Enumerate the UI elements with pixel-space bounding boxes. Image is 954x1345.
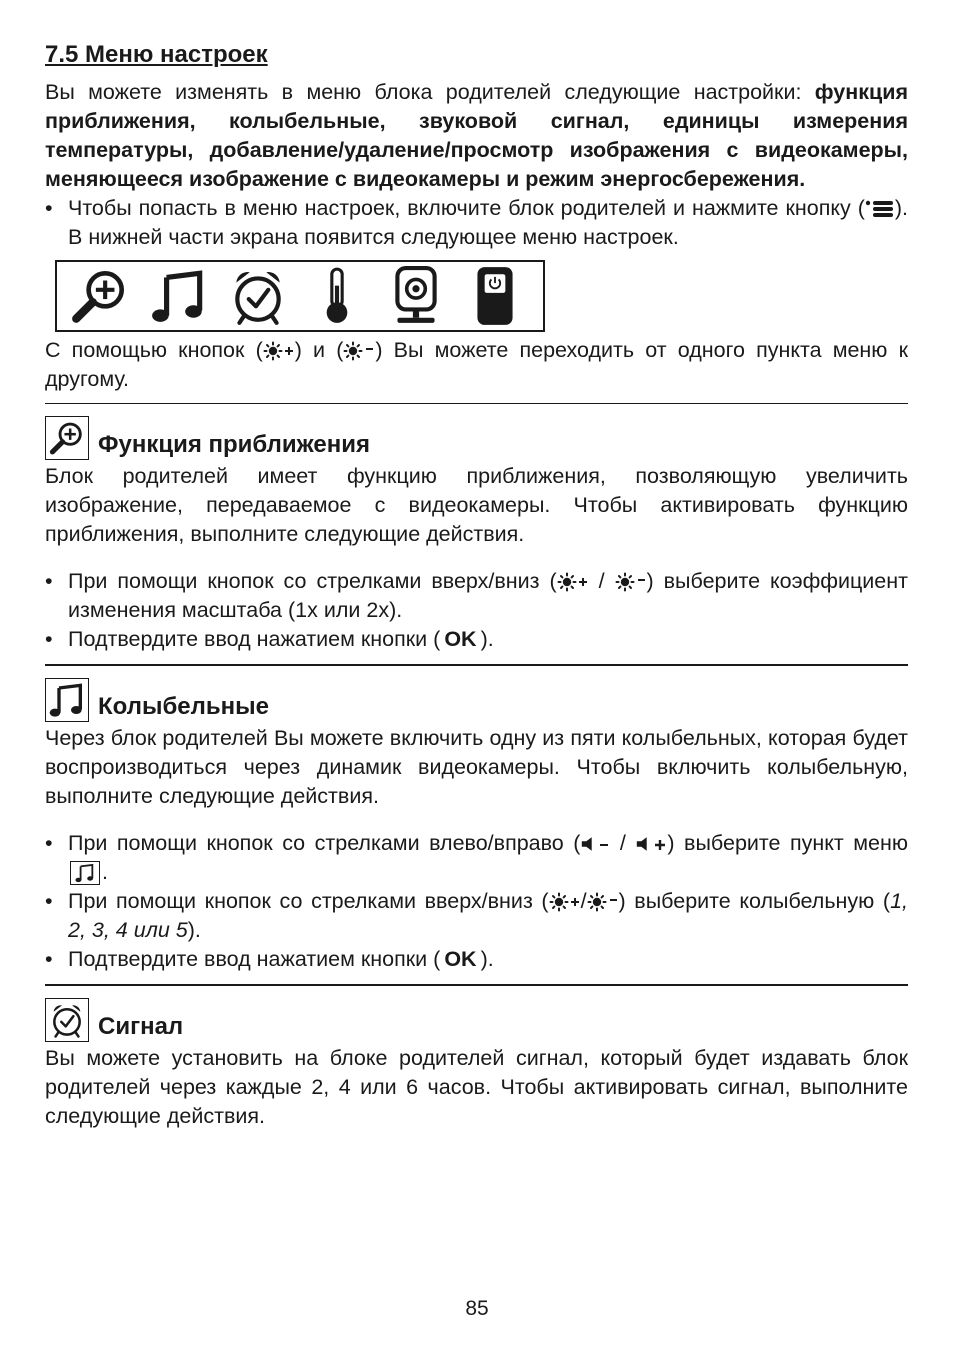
nav-text-a: С помощью кнопок (	[45, 338, 263, 362]
lullaby-section-title: Колыбельные	[98, 693, 269, 720]
intro-bold-list: функция приближения, колыбельные, звуковой сигнал, единицы измерения температуры, добавление/удаление/просмотр изображения с видеокамеры, меняющееся изображение с видеокамеры и режим энергосбережения.	[45, 80, 908, 191]
zoom-bullet-confirm	[45, 625, 908, 654]
zoom-b1-sep: /	[598, 569, 605, 593]
alarm-body: Вы можете установить на блоке родителей сигнал, который будет издавать блок родителей через каждые 2, 4 или 6 часов. Чтобы активировать сигнал, выполните следующие действия.	[45, 1046, 908, 1128]
lullaby-b3-text-b: ).	[480, 947, 494, 971]
intro-paragraph	[45, 78, 908, 194]
menu-button-icon	[865, 199, 895, 219]
zoom-section-title: Функция приближения	[98, 431, 370, 458]
zoom-b1-text-a: При помощи кнопок со стрелками вверх/вниз (	[68, 569, 557, 593]
lullaby-bullet-select	[45, 887, 908, 945]
lullaby-section-icon	[45, 678, 89, 722]
lullaby-b1-text-c: .	[102, 860, 108, 884]
alarm-section-header	[45, 994, 908, 1042]
brightness-plus-icon	[549, 892, 581, 912]
music-note-icon	[70, 861, 100, 885]
zoom-section-header	[45, 412, 908, 460]
alarm-clock-icon	[227, 265, 289, 327]
menu-bullet-text-before: Чтобы попасть в меню настроек, включите блок родителей и нажмите кнопку (	[68, 196, 865, 220]
lullaby-b1-text-a: При помощи кнопок со стрелками влево/вправо (	[68, 831, 581, 855]
divider	[45, 984, 908, 986]
volume-down-icon	[580, 834, 610, 854]
zoom-bullet-select	[45, 567, 908, 625]
lullaby-b2-sep: /	[580, 889, 587, 913]
power-mode-icon	[464, 265, 526, 327]
page-number: 85	[465, 1297, 489, 1320]
divider	[45, 403, 908, 404]
lullaby-section-header	[45, 674, 908, 722]
volume-up-icon	[635, 834, 667, 854]
lullaby-b1-sep: /	[619, 831, 626, 855]
divider	[45, 664, 908, 666]
lullaby-bullet-menu	[45, 829, 908, 887]
zoom-body: Блок родителей имеет функцию приближения, позволяющую увеличить изображение, передаваемое с видеокамеры. Чтобы активировать функцию приближения, выполните следующие действия.	[45, 464, 908, 546]
music-note-icon	[148, 265, 210, 327]
brightness-minus-icon	[587, 892, 619, 912]
nav-text-b: ) и (	[294, 338, 344, 362]
zoom-b1-text-b: ) выберите коэффициент изменения масштаба (1x или 2x).	[68, 569, 908, 622]
intro-text: Вы можете изменять в меню блока родителей следующие настройки:	[45, 80, 815, 104]
document-page	[45, 38, 908, 1131]
section-heading: 7.5 Меню настроек	[45, 41, 268, 68]
lullaby-b2-text-c: ).	[187, 918, 201, 942]
navigation-paragraph	[45, 336, 908, 394]
lullaby-b3-text-a: Подтвердите ввод нажатием кнопки (	[68, 947, 441, 971]
menu-bullet-text-after: ). В нижней части экрана появится следующее меню настроек.	[68, 196, 908, 249]
lullaby-body: Через блок родителей Вы можете включить одну из пяти колыбельных, которая будет воспроизводиться через динамик видеокамеры. Чтобы включить колыбельную, выполните следующие действия.	[45, 726, 908, 808]
camera-icon	[385, 265, 447, 327]
lullaby-b2-text-a: При помощи кнопок со стрелками вверх/вниз (	[68, 889, 549, 913]
zoom-section-icon	[45, 416, 89, 460]
brightness-plus-icon	[557, 572, 589, 592]
ok-key-label: OK	[444, 627, 477, 651]
thermometer-icon	[306, 265, 368, 327]
zoom-b2-text-a: Подтвердите ввод нажатием кнопки (	[68, 627, 441, 651]
menu-access-bullet	[45, 194, 908, 252]
brightness-minus-icon	[343, 341, 375, 361]
lullaby-bullet-confirm	[45, 945, 908, 974]
lullaby-numbers: 1, 2, 3, 4 или 5	[68, 889, 908, 942]
brightness-plus-icon	[263, 341, 295, 361]
brightness-minus-icon	[615, 572, 647, 592]
ok-key-label: OK	[444, 947, 477, 971]
settings-menu-strip	[55, 260, 545, 332]
zoom-icon	[69, 265, 131, 327]
alarm-section-icon	[45, 998, 89, 1042]
zoom-b2-text-b: ).	[480, 627, 494, 651]
lullaby-b1-text-b: ) выберите пункт меню	[667, 831, 908, 855]
nav-text-c: ) Вы можете переходить от одного пункта меню к другому.	[45, 338, 908, 391]
lullaby-b2-text-b: ) выберите колыбельную (	[618, 889, 891, 913]
alarm-section-title: Сигнал	[98, 1013, 184, 1040]
